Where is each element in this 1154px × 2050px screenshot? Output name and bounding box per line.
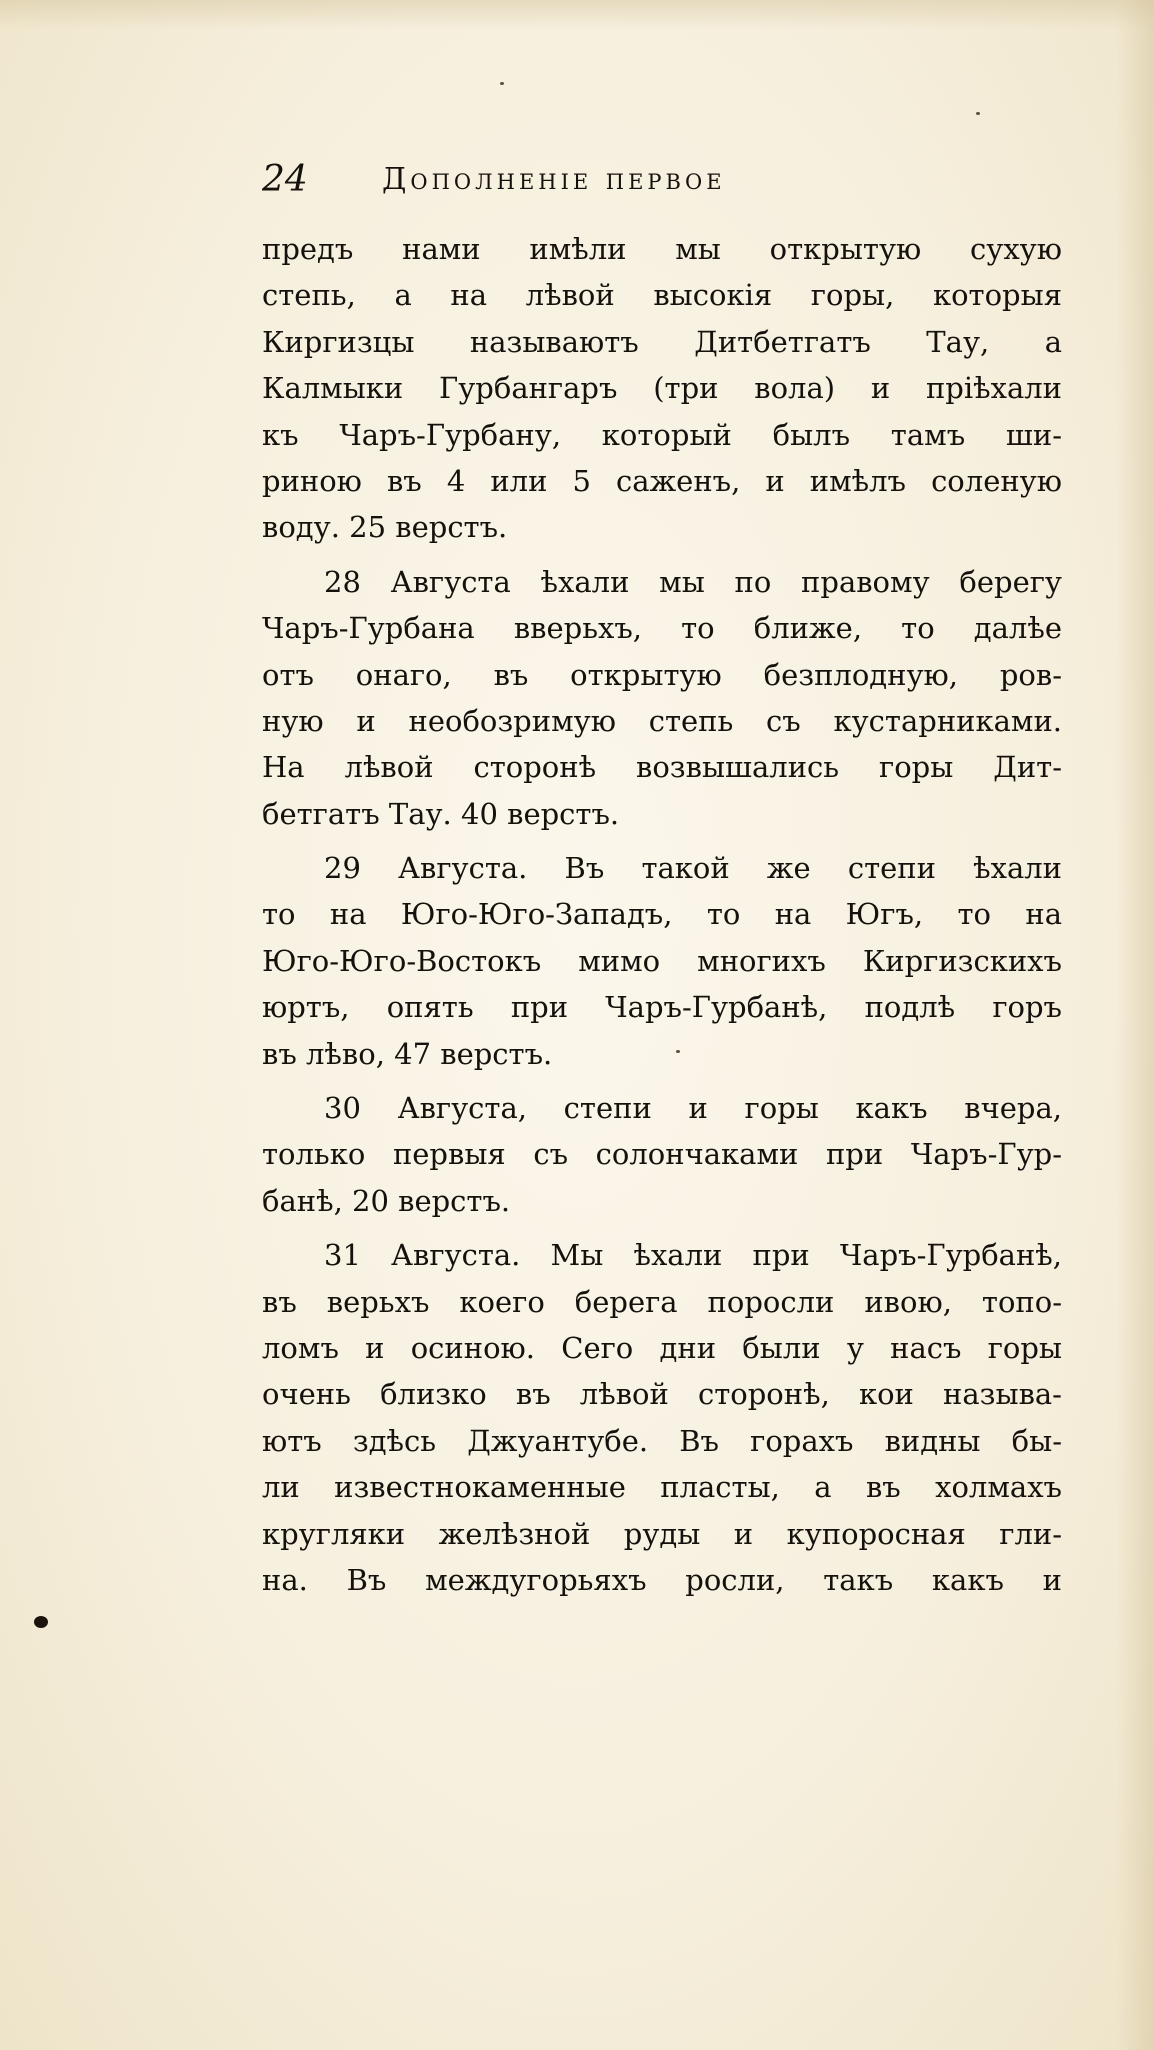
paragraph-start-line: 30 Августа, степи и горы какъ вчера, — [324, 1091, 1062, 1126]
text-line: ную и необозримую степь съ кустарниками. — [262, 703, 1062, 738]
text-line: къ Чаръ-Гурбану, который былъ тамъ ши- — [262, 417, 1062, 452]
paper-speck — [976, 112, 980, 115]
paragraph-start-line: 29 Августа. Въ такой же степи ѣхали — [324, 851, 1062, 886]
text-line: Чаръ-Гурбана вверьхъ, то ближе, то далѣе — [262, 611, 1062, 646]
ink-blot — [34, 1616, 48, 1628]
text-line: юртъ, опять при Чаръ-Гурбанѣ, подлѣ горъ — [262, 990, 1062, 1025]
text-line: въ лѣво, 47 верстъ. — [262, 1036, 553, 1071]
text-line: Калмыки Гурбангаръ (три вола) и пріѣхали — [262, 371, 1062, 406]
text-line: предъ нами имѣли мы открытую сухую — [262, 232, 1062, 266]
text-line: воду. 25 верстъ. — [262, 510, 508, 545]
text-line: въ верьхъ коего берега поросли ивою, топо- — [262, 1284, 1062, 1319]
paper-speck — [676, 1050, 680, 1053]
text-line: степь, а на лѣвой высокія горы, которыя — [262, 278, 1062, 313]
text-line: кругляки желѣзной руды и купоросная гли- — [262, 1516, 1062, 1551]
paper-speck — [500, 82, 504, 85]
text-line: отъ онаго, въ открытую безплодную, ров- — [262, 657, 1062, 692]
text-line: на. Въ междугорьяхъ росли, такъ какъ и — [262, 1562, 1062, 1597]
text-line: риною въ 4 или 5 саженъ, и имѣлъ соленую — [262, 463, 1062, 498]
text-line: только первыя съ солончаками при Чаръ-Гур- — [262, 1137, 1062, 1172]
page-header — [262, 150, 902, 210]
running-title: Дополненіе первое — [382, 162, 726, 197]
text-line: ли известнокаменные пласты, а въ холмахъ — [262, 1470, 1062, 1505]
text-line: Киргизцы называютъ Дитбетгатъ Тау, а — [262, 324, 1062, 359]
text-line: На лѣвой сторонѣ возвышались горы Дит- — [262, 750, 1062, 785]
paragraph-start-line: 31 Августа. Мы ѣхали при Чаръ-Гурбанѣ, — [324, 1238, 1062, 1273]
text-line: бетгатъ Тау. 40 верстъ. — [262, 796, 620, 831]
body-text — [262, 226, 1062, 1603]
text-line: ютъ здѣсь Джуантубе. Въ горахъ видны бы- — [262, 1423, 1062, 1458]
page-number: 24 — [262, 159, 308, 200]
paragraph-start-line: 28 Августа ѣхали мы по правому берегу — [324, 564, 1062, 599]
text-line: очень близко въ лѣвой сторонѣ, кои называ- — [262, 1377, 1062, 1412]
text-line: ломъ и осиною. Сего дни были у насъ горы — [262, 1330, 1062, 1365]
page-right-shadow — [1116, 0, 1154, 2050]
page-top-shadow — [0, 0, 1154, 30]
text-line: банѣ, 20 верстъ. — [262, 1183, 511, 1218]
text-line: то на Юго-Юго-Западъ, то на Югъ, то на — [262, 897, 1062, 932]
text-line: Юго-Юго-Востокъ мимо многихъ Киргизскихъ — [262, 943, 1062, 978]
